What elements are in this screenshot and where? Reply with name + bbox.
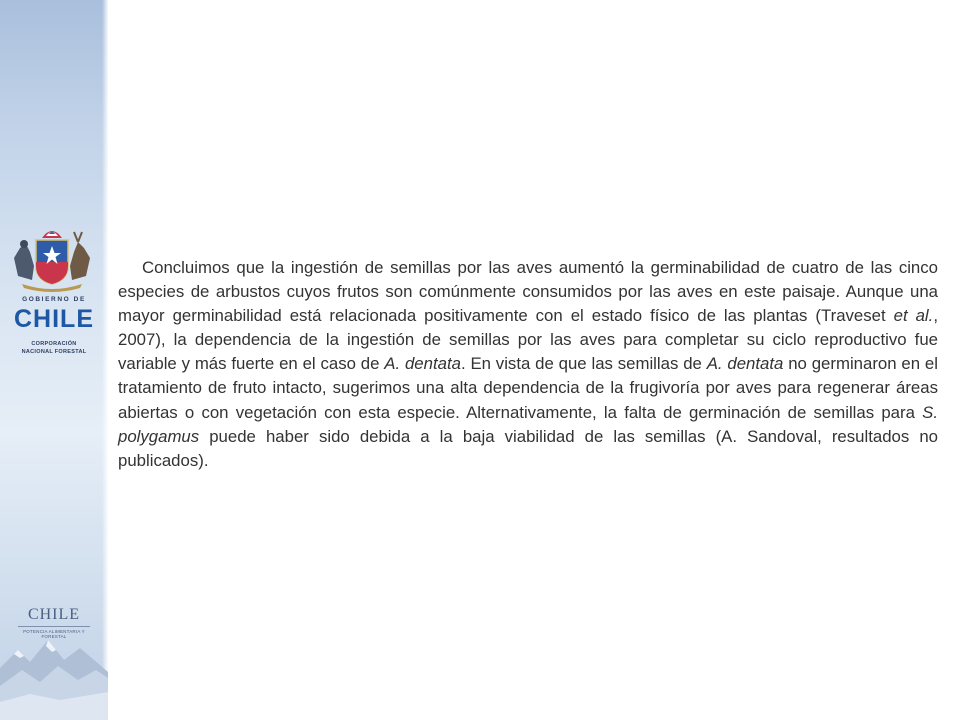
body-paragraph [118, 256, 938, 473]
chile-brand-tagline: POTENCIA ALIMENTARIA Y FORESTAL [23, 629, 85, 639]
italic-run: S. polygamus [118, 402, 938, 446]
chile-logo-text: CHILE [14, 304, 94, 333]
coat-of-arms-icon [8, 222, 96, 294]
chile-brand-logo: CHILE [27, 606, 81, 623]
text-run: Concluimos que la ingestión de semillas por las aves aumentó la germinabilidad de cuatro de las cinco especies de arbustos cuyos frutos son comúnmente consumidos por las aves en este paisaje. Aunque una mayor germinabilidad está relacionada positivamente con el estado físico de las plantas (Traveset [118, 258, 938, 326]
italic-run: et al. [893, 306, 934, 326]
italic-run: A. dentata [384, 354, 461, 374]
text-run: . En vista de que las semillas de [460, 354, 707, 374]
text-run: , 2007), la dependencia de la ingestión de semillas por las aves para completar su ciclo reproductivo fue variable y más fuerte en el caso de [118, 306, 938, 374]
corporacion-label: CORPORACIÓN [31, 341, 77, 347]
text-run: no germinaron en el tratamiento de fruto intacto, sugerimos una alta dependencia de la frugivoría por aves para regenerar áreas abiertas o con vegetación con esta especie. Alternativamente, la falta de germinación de semillas para [118, 354, 938, 422]
sidebar-panel [0, 0, 108, 720]
nacional-forestal-label: NACIONAL FORESTAL [21, 349, 87, 355]
mountains-icon [0, 610, 108, 720]
chile-logo [14, 304, 94, 334]
gobierno-de-label: GOBIERNO DE [22, 296, 86, 303]
conclusion-paragraph [118, 256, 938, 473]
text-run: puede haber sido debida a la baja viabilidad de las semillas (A. Sandoval, resultados no publicados). [118, 426, 938, 470]
italic-run: A. dentata [706, 354, 784, 374]
